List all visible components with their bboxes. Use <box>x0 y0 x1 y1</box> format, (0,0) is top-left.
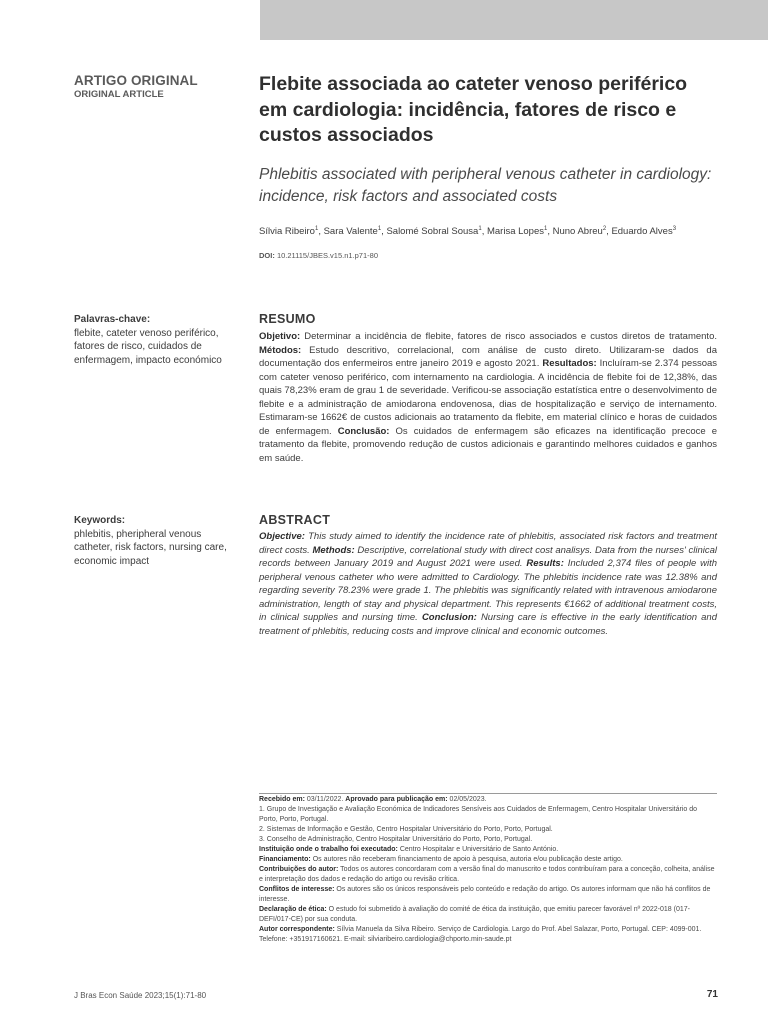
article-type <box>74 73 244 101</box>
corresponding-author-text: Sílvia Manuela da Silva Ribeiro. Serviço de Cardiologia. Largo do Prof. Abel Salazar, Porto, Portugal. CEP: 4099-001. Telefone: +351917160621. E-mail: silviaribeiro.cardiologia@chporto.min-saude.pt <box>259 926 702 943</box>
article-notes <box>259 795 717 945</box>
keywords-pt-label: Palavras-chave: <box>74 314 151 325</box>
conclusion-label: Conclusion: <box>421 612 477 623</box>
author-name: Sara Valente <box>323 226 378 237</box>
ethics-text: O estudo foi submetido à avaliação do comité de ética da instituição, que emitiu parecer favorável nº 2022-018 (017-DEFI/017-CE) por sua conduta. <box>259 906 690 923</box>
keywords-pt-text: flebite, cateter venoso periférico, fatores de risco, cuidados de enfermagem, impacto económico <box>74 327 222 366</box>
author-affiliation: 1 <box>478 225 482 232</box>
conflicts-line <box>259 885 717 905</box>
resultados-text: Incluíram-se 2.374 pessoas com cateter venoso periférico, com internamento na cardiologia. A incidência de flebite foi de 12,38%, das quais 78,23% eram de grau 1 de severidade. Verificou-se associação estatística entre o desenvolvimento de flebite e a administração de amiodarona endovenosa, dias de hospitalização e serviço de internamento. Estimaram-se 1662€ de custos adicionais ao tratamento da flebite, em material clínico e horas de cuidados de enfermagem. <box>259 358 718 437</box>
ethics-line <box>259 905 717 925</box>
metodos-text: Estudo descritivo, correlacional, com análise de custo direto. Utilizaram-se dados da documentação dos enfermeiros entre janeiro 2019 e agosto 2021. <box>259 344 718 369</box>
article-subtitle: Phlebitis associated with peripheral venous catheter in cardiology: incidence, risk factors and associated costs <box>259 166 712 205</box>
journal-citation: J Bras Econ Saúde 2023;15(1):71-80 <box>74 991 207 1000</box>
results-label: Results: <box>526 558 564 569</box>
institution-line <box>259 845 717 855</box>
resumo-heading: RESUMO <box>259 312 316 326</box>
article-type-pt: ARTIGO ORIGINAL <box>74 73 198 88</box>
abstract-heading: ABSTRACT <box>259 513 331 527</box>
corresponding-author-line <box>259 925 717 945</box>
resumo-body <box>259 330 717 465</box>
keywords-en <box>74 514 239 568</box>
abstract-body <box>259 530 717 638</box>
author-name: Marisa Lopes <box>486 226 544 237</box>
affiliation-2: 2. Sistemas de Informação e Gestão, Centro Hospitalar Universitário do Porto, Porto, Portugal. <box>259 826 553 833</box>
objective-label: Objective: <box>259 531 305 542</box>
author-list: Sílvia Ribeiro$^1$, Sara Valente$^1$, Salomé Sobral Sousa$^1$, Marisa Lopes$^1$, Nuno Abreu$^2$, Eduardo Alves$^3$ <box>259 225 677 237</box>
results-text: Included 2,374 files of people with peripheral venous catheter who were admitted to Cardiology. The phlebitis incidence rate was 12.38% and regarding severity 78.23% were grade 1. The phlebitis was significantly related with intravenous amiodarone administration, length of stay and physical department. This represents €1662 of additional treatment costs, in clinical supplies and nursing time. <box>259 558 717 623</box>
author-affiliation: 3 <box>672 225 677 232</box>
doi <box>259 251 378 261</box>
article-type-en: ORIGINAL ARTICLE <box>74 89 164 100</box>
methods-text: Descriptive, correlational study with direct cost analisys. Data from the nurses' clinical records between January 2019 and August 2021 were used. <box>259 544 718 569</box>
author-name: Nuno Abreu <box>552 226 603 237</box>
ethics-label: Declaração de ética: <box>259 906 327 913</box>
author-name: Sílvia Ribeiro <box>259 226 315 237</box>
author-affiliation: 1 <box>544 225 548 232</box>
funding-text: Os autores não receberam financiamento de apoio à pesquisa, autoria e/ou publicação deste artigo. <box>312 856 623 863</box>
contributions-text: Todos os autores concordaram com a versão final do manuscrito e todos contribuíram para a conceção, colheita, análise e interpretação dos dados e redação do artigo ou revisão crítica. <box>259 866 715 883</box>
keywords-pt <box>74 313 239 367</box>
received-label: Recebido em: <box>259 796 305 803</box>
conclusion-text: Nursing care is effective in the early identification and treatment of phlebitis, reducing costs and improve clinical and economic outcomes. <box>259 612 718 637</box>
institution-label: Instituição onde o trabalho foi executado: <box>259 846 398 853</box>
contributions-label: Contribuições do autor: <box>259 866 339 873</box>
conclusao-text: Os cuidados de enfermagem são eficazes na identificação precoce e tratamento da flebite, promovendo redução de custos adicionais e garantindo melhores cuidados e ganhos em saúde. <box>259 425 718 464</box>
corresponding-author-label: Autor correspondente: <box>259 926 335 933</box>
author-name: Salomé Sobral Sousa <box>386 226 479 237</box>
doi-label: DOI: <box>259 251 275 260</box>
author-affiliation: 1 <box>377 225 382 232</box>
conclusao-label: Conclusão: <box>337 425 390 437</box>
approved-label: Aprovado para publicação em: <box>345 796 448 803</box>
metodos-label: Métodos: <box>259 344 302 356</box>
author-affiliation: 1 <box>314 225 319 232</box>
methods-label: Methods: <box>312 544 355 556</box>
institution-text: Centro Hospitalar e Universitário de Santo António. <box>399 846 559 853</box>
keywords-en-label: Keywords: <box>74 515 126 526</box>
dates-line <box>259 795 717 805</box>
objetivo-text: Determinar a incidência de flebite, fatores de risco associados e custos diretos de tratamento. <box>304 331 717 342</box>
article-title: Flebite associada ao cateter venoso periférico em cardiologia: incidência, fatores de risco e custos associados <box>259 73 688 146</box>
page-number: 71 <box>706 989 718 1000</box>
funding-label: Financiamento: <box>259 856 311 863</box>
notes-divider <box>259 793 717 794</box>
affiliation-3: 3. Conselho de Administração, Centro Hospitalar Universitário do Porto, Porto, Portugal. <box>259 836 533 843</box>
keywords-en-text: phlebitis, pheripheral venous catheter, risk factors, nursing care, economic impact <box>74 528 227 567</box>
doi-link[interactable]: 10.21115/JBES.v15.n1.p71-80 <box>276 251 378 260</box>
author-affiliation: 2 <box>602 225 607 232</box>
affiliation-1: 1. Grupo de Investigação e Avaliação Económica de Indicadores Sensíveis aos Cuidados de Enfermagem, Centro Hospitalar Universitário do Porto, Porto, Portugal. <box>259 806 698 823</box>
conflicts-text: Os autores são os únicos responsáveis pelo conteúdo e redação do artigo. Os autores informam que não há conflitos de interesse. <box>259 886 711 903</box>
objective-text: This study aimed to identify the incidence rate of phlebitis, associated risk factors and treatment direct costs. <box>259 531 717 556</box>
author-name: Eduardo Alves <box>611 226 673 237</box>
resultados-label: Resultados: <box>542 358 597 369</box>
funding-line <box>259 855 717 865</box>
header-band <box>260 0 768 40</box>
approved-date: 02/05/2023. <box>449 796 487 803</box>
objetivo-label: Objetivo: <box>259 331 301 342</box>
received-date: 03/11/2022. <box>306 796 344 803</box>
contributions-line <box>259 865 717 885</box>
conflicts-label: Conflitos de interesse: <box>259 886 335 893</box>
